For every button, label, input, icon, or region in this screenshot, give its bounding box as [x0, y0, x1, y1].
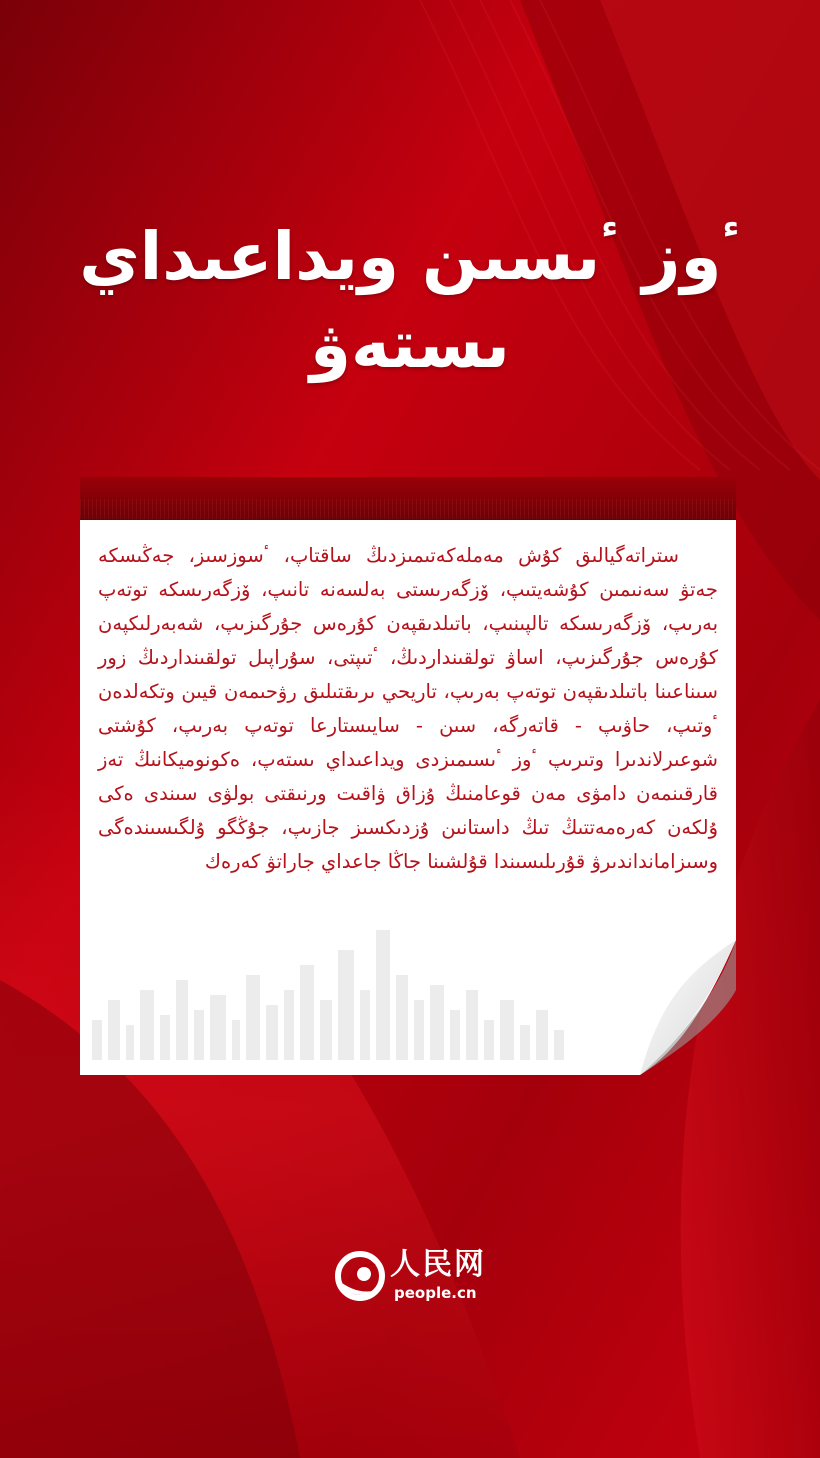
logo-domain-text: people.cn: [394, 1284, 477, 1302]
poster-title-line1: ٴوز ٴىسىن ويداعىداي: [79, 218, 741, 295]
note-body-paragraph: ستراتەگيالىق كۇش مەملەكەتىمىزدىڭ ساقتاپ، ٴسوزسىز، جەڭىسكە جەتۋ سەنىمىن كۇشەيتىپ، ۆزگەرىستى بەلسەنە تانىپ، ۆزگەرىسكە توتەپ بەرىپ، ۆزگەرىسكە تالپىنىپ، باتىلدىقپەن كۇرەس جۇرگىزىپ، شەبەرلىكپەن كۇرەس جۇرگىزىپ، اساۋ تولقىنداردىڭ، ٴتىپتى، سۇراپىل تولقىنداردىڭ زور سىناعىنا باتىلدىقپەن توتەپ بەرىپ، تاريحي ىرىقتىلىق رۋحىمەن قيىن وتكەلدەن ٴوتىپ، حاۋىپ - قاتەرگە، سىن - سايىستارعا توتەپ بەرىپ، كۇشتى شوعىرلاندىرا وتىرىپ ٴوز ٴىسىمىزدى ويداعىداي ىستەپ، ەكونوميكانىڭ تەز قارقىنمەن دامۋى مەن قوعامنىڭ ۇزاق ۋاقىت ورنىقتى بولۋى سىندى ەكى ۇلكەن كەرەمەتتىڭ تىڭ داستانىن ۇزدىكسىز جازىپ، جۇڭگو ۇلگىسىندەگى وسىزامانداندىرۋ قۇرىلىسىندا قۇلشىنا جاڭا جاعداي جاراتۋ كەرەك: [98, 544, 718, 873]
note-body-text: [98, 539, 718, 879]
people-cn-logo-icon: [334, 1250, 386, 1302]
poster-title-line2: ىستەۋ: [310, 306, 510, 383]
calendar-note-card: [80, 477, 736, 1075]
people-cn-logo: [334, 1248, 494, 1308]
note-card-header-bar: [80, 477, 736, 520]
logo-chinese-text: 人民网: [390, 1247, 486, 1282]
